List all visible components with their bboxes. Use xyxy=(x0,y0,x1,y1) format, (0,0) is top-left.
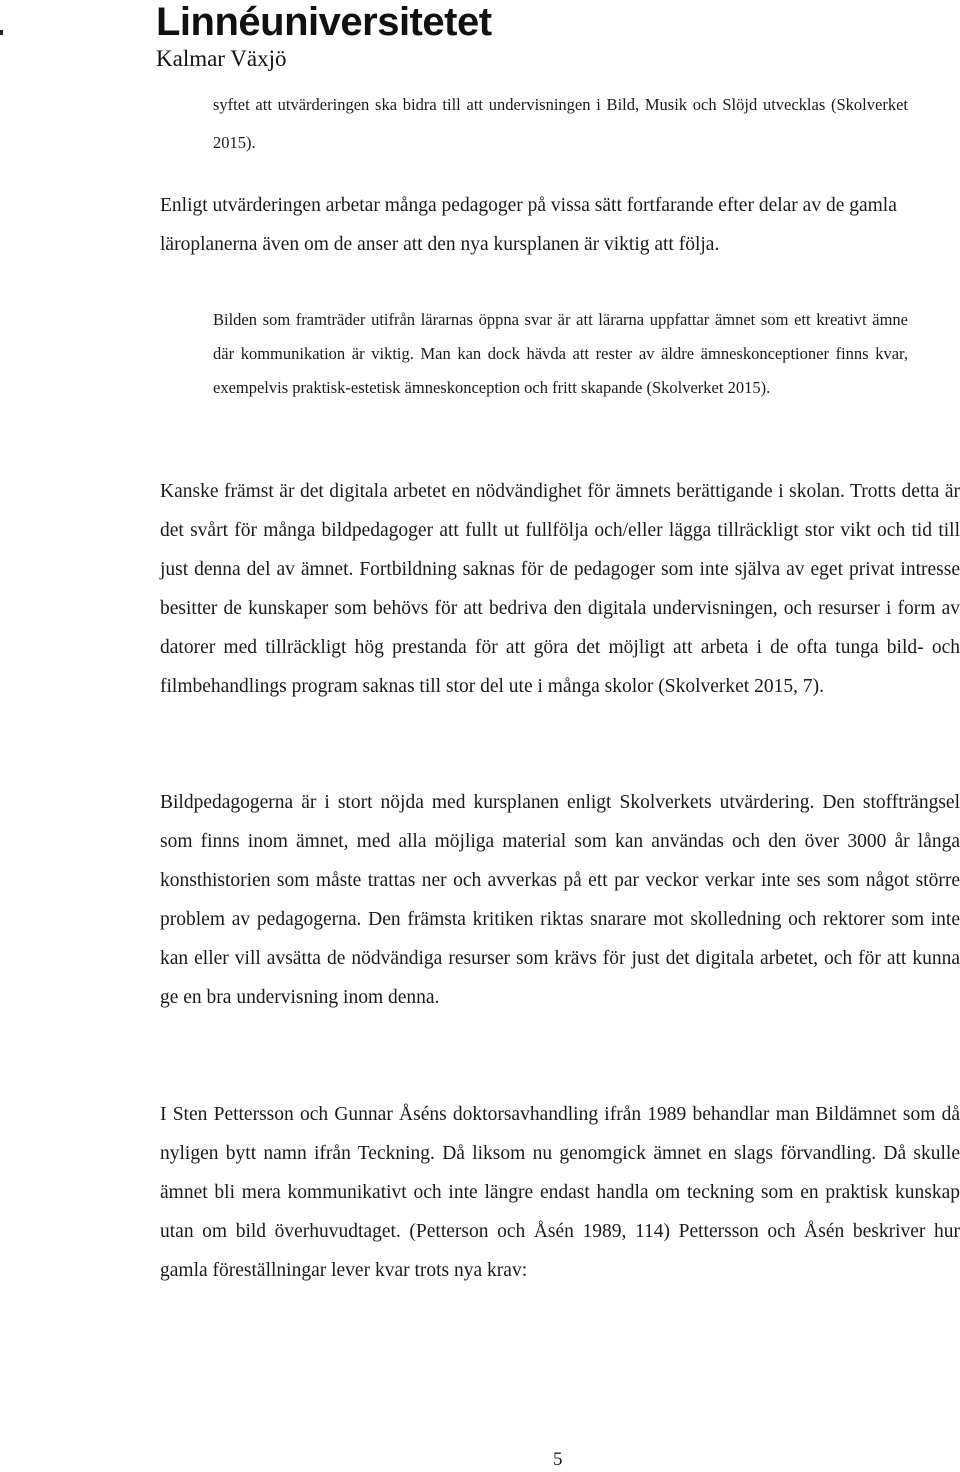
block-quote-2: Bilden som framträder utifrån lärarnas öppna svar är att lärarna uppfattar ämnet som ett kreativt ämne där kommunikation är viktig. Man kan dock hävda att rester av äldre ämneskonceptioner finns kvar, exempelvis praktisk-estetisk ämneskonception och fritt skapande (Skolverket 2015). xyxy=(213,310,908,397)
paragraph-3: Bildpedagogerna är i stort nöjda med kursplanen enligt Skolverkets utvärdering. Den stoffträngsel som finns inom ämnet, med alla möjliga material som kan användas och den över 3000 år långa konsthistorien som måste trattas ner och avverkas på ett par veckor verkar inte ses som något större problem av pedagogerna. Den främsta kritiken riktas snarare mot skolledning och rektorer som inte kan eller vill avsätta de nödvändiga resurser som krävs för just det digitala arbetet, och för att kunna ge en bra undervisning inom denna. xyxy=(160,792,960,1008)
page-number: 5 xyxy=(553,1449,563,1470)
paragraph-4: I Sten Pettersson och Gunnar Åséns doktorsavhandling ifrån 1989 behandlar man Bildämnet som då nyligen bytt namn ifrån Teckning. Då liksom nu genomgick ämnet en slags förvandling. Då skulle ämnet bli mera kommunikativt och inte längre endast handla om teckning som en praktisk kunskap utan om bild överhuvudtaget. (Petterson och Åsén 1989, 114) Pettersson och Åsén beskriver hur gamla föreställningar lever kvar trots nya krav: xyxy=(160,1104,960,1281)
corner-mark xyxy=(0,30,3,35)
logo-name: Linnéuniversitetet xyxy=(156,0,492,44)
logo-subtitle: Kalmar Växjö xyxy=(156,46,287,71)
paragraph-2: Kanske främst är det digitala arbetet en nödvändighet för ämnets berättigande i skolan. Trotts detta är det svårt för många bildpedagoger att fullt ut fullfölja och/eller lägga tillräckligt stor vikt och tid till just denna del av ämnet. Fortbildning saknas för de pedagoger som inte själva av eget privat intresse besitter de kunskaper som behövs för att bedriva den digitala undervisningen, och resurser i form av datorer med tillräckligt hög prestanda för att göra det möjligt att arbeta i de ofta tunga bild- och filmbehandlings program saknas till stor del ute i många skolor (Skolverket 2015, 7). xyxy=(160,481,960,697)
university-logo xyxy=(156,2,556,72)
block-quote-1: syftet att utvärderingen ska bidra till att undervisningen i Bild, Musik och Slöjd utvecklas (Skolverket 2015). xyxy=(213,95,908,152)
paragraph-1: Enligt utvärderingen arbetar många pedagoger på vissa sätt fortfarande efter delar av de gamla läroplanerna även om de anser att den nya kursplanen är viktig att följa. xyxy=(160,195,897,255)
